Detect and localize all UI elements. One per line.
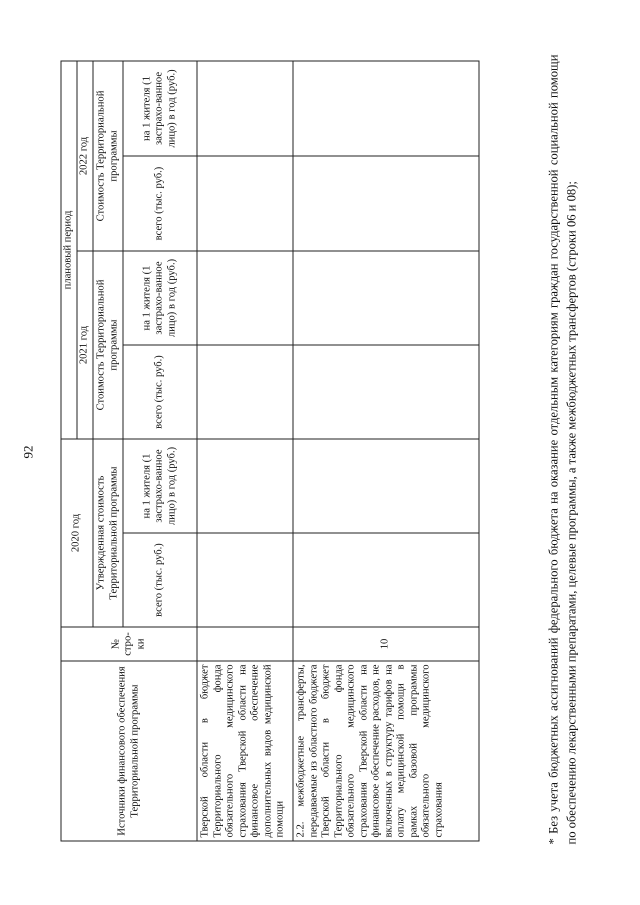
- cell-empty: [197, 439, 293, 533]
- row-number: 10: [293, 627, 479, 661]
- header-2021-per-capita: на 1 жителя (1 застрахо-ванное лицо) в год (руб.): [123, 251, 197, 345]
- row-number: [197, 627, 293, 661]
- footnote: * Без учета бюджетных ассигнований федерального бюджета на оказание отдельным категориям граждан государственной социальной помощи по обеспечению лекарственными препаратами, целевые программы, а также межбюджетных трансфертов (строки 06 и 08);: [546, 54, 578, 845]
- cell-empty: [197, 156, 293, 251]
- cell-empty: [197, 251, 293, 345]
- header-2022-total: всего (тыс. руб.): [123, 156, 197, 251]
- header-planning-period: плановый период: [61, 61, 77, 439]
- page-number: 92: [20, 445, 35, 459]
- header-2022-per-capita: на 1 жителя (1 застрахо-ванное лицо) в год (руб.): [123, 61, 197, 156]
- cell-empty: [197, 533, 293, 627]
- row-source-text: Тверской области в бюджет Территориального фонда обязательного медицинского страхования Тверской области на финансовое обеспечение дополнительных видов медицинской помощи: [197, 661, 293, 841]
- table-row: [293, 61, 479, 841]
- cell-empty: [293, 251, 479, 345]
- cell-empty: [197, 61, 293, 156]
- header-2020-per-capita: на 1 жителя (1 застрахо-ванное лицо) в год (руб.): [123, 439, 197, 533]
- header-year-2022: 2022 год: [77, 61, 93, 251]
- cell-empty: [293, 61, 479, 156]
- cell-empty: [293, 156, 479, 251]
- header-year-2021: 2021 год: [77, 251, 93, 439]
- header-cost-2021: Стоимость Территориальной программы: [93, 251, 123, 439]
- header-year-2020: 2020 год: [61, 439, 93, 627]
- cell-empty: [293, 439, 479, 533]
- cell-empty: [293, 345, 479, 439]
- header-2020-total: всего (тыс. руб.): [123, 533, 197, 627]
- cell-empty: [293, 533, 479, 627]
- header-cost-2022: Стоимость Территориальной программы: [93, 61, 123, 251]
- row-source-text: 2.2. межбюджетные трансферты, передаваемые из областного бюджета Тверской области в бюджет Территориального фонда обязательного медицинского страхования Тверской области на финансовое обеспечение расходов, не включенных в структуру тарифов на оплату медицинской помощи в рамках базовой программы обязательного медицинского страхования: [293, 661, 479, 841]
- cell-empty: [197, 345, 293, 439]
- table-row: [197, 61, 293, 841]
- header-2021-total: всего (тыс. руб.): [123, 345, 197, 439]
- header-source: Источники финансового обеспечения Территориальной программы: [61, 661, 197, 841]
- header-rownum: № стро-ки: [61, 627, 197, 661]
- header-approved-cost: Утвержденная стоимость Территориальной программы: [93, 439, 123, 627]
- financing-table: [60, 60, 479, 841]
